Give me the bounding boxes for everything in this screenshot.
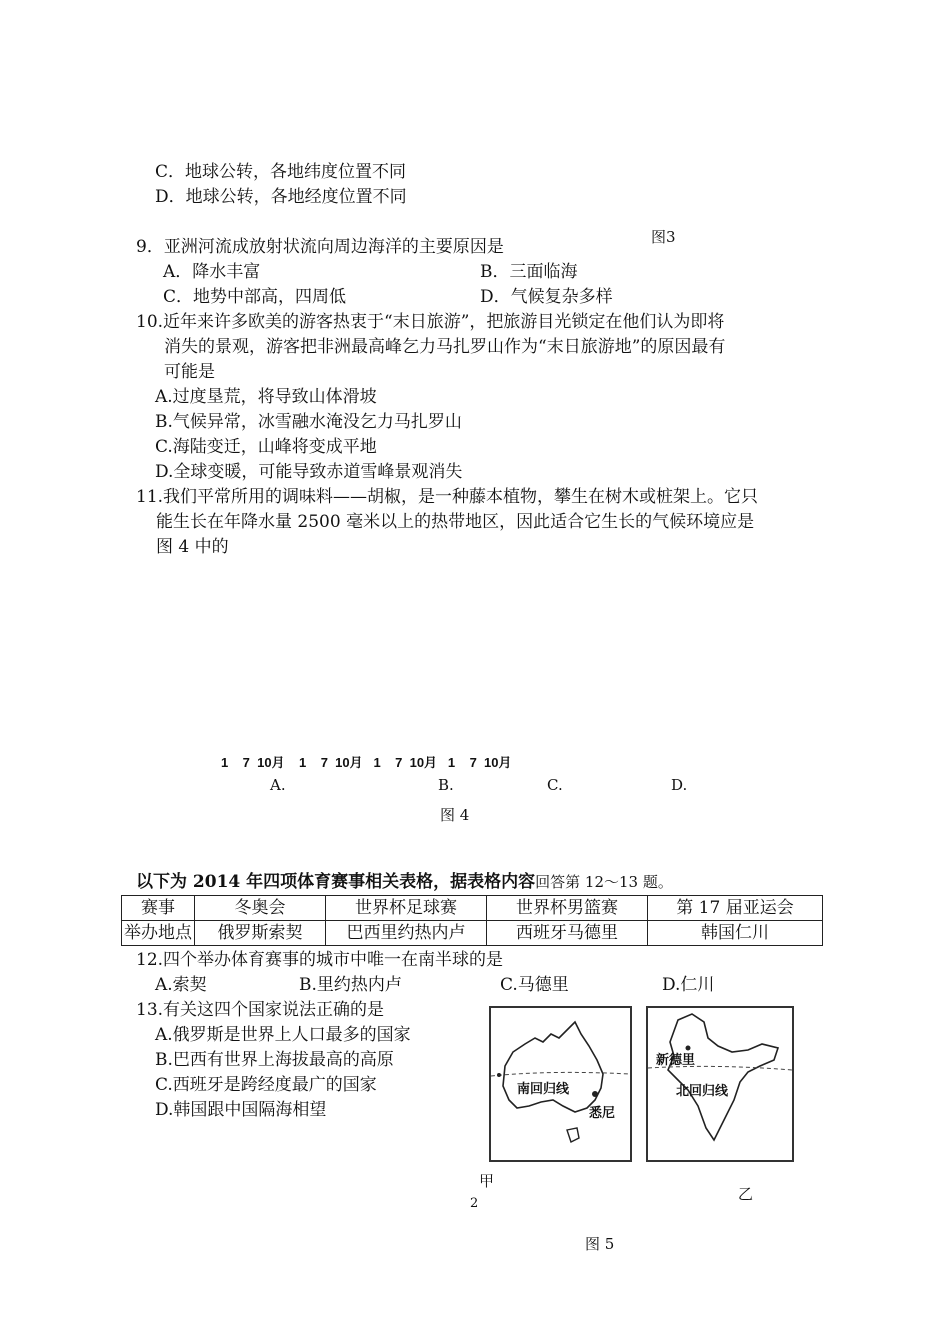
figure-5-caption: 图 5 — [585, 1235, 615, 1253]
map-a-tropic-label: 南回归线 — [517, 1082, 570, 1097]
table-cell: 巴西里约热内卢 — [326, 921, 487, 946]
figure-4-label-a: A. — [270, 776, 286, 794]
map-b-caption: 乙 — [738, 1185, 754, 1203]
q10-option-c: C.海陆变迁，山峰将变成平地 — [155, 437, 377, 457]
q10-stem-line3: 可能是 — [164, 362, 215, 382]
map-a-caption: 甲 — [479, 1172, 495, 1190]
q11-stem-line3: 图 4 中的 — [156, 537, 229, 557]
q12-stem: 12.四个举办体育赛事的城市中唯一在南半球的是 — [136, 950, 504, 970]
map-b-city-label: 新德里 — [656, 1053, 696, 1068]
q8-option-c: C．地球公转，各地纬度位置不同 — [155, 162, 407, 182]
table-cell: 韩国仁川 — [648, 921, 823, 946]
table-cell: 西班牙马德里 — [487, 921, 648, 946]
map-b-tropic-label: 北回归线 — [676, 1084, 729, 1099]
table-header-row — [122, 896, 823, 921]
figure-3-caption: 图3 — [651, 228, 676, 246]
q10-option-a: A.过度垦荒，将导致山体滑坡 — [155, 387, 377, 407]
table-cell: 赛事 — [122, 896, 195, 921]
table-intro-rest: 回答第 12～13 题。 — [535, 873, 673, 891]
table-intro-bold: 以下为 2014 年四项体育赛事相关表格，据表格内容 — [136, 872, 536, 892]
map-a-city-label: 悉尼 — [589, 1106, 616, 1121]
figure-4-label-c: C. — [547, 776, 563, 794]
q10-option-b: B.气候异常，冰雪融水淹没乞力马扎罗山 — [155, 412, 462, 432]
table-cell: 世界杯足球赛 — [326, 896, 487, 921]
q13-option-a: A.俄罗斯是世界上人口最多的国家 — [155, 1025, 411, 1045]
figure-4-label-b: B. — [438, 776, 454, 794]
table-cell: 举办地点 — [122, 921, 195, 946]
q10-stem-line2: 消失的景观，游客把非洲最高峰乞力马扎罗山作为“末日旅游地”的原因最有 — [164, 337, 726, 357]
q11-stem-line1: 11.我们平常所用的调味料——胡椒，是一种藤本植物，攀生在树木或桩架上。它只 — [136, 487, 759, 507]
q9-stem: 9．亚洲河流成放射状流向周边海洋的主要原因是 — [136, 237, 504, 257]
q9-option-d: D．气候复杂多样 — [480, 287, 613, 307]
table-cell: 俄罗斯索契 — [195, 921, 326, 946]
q13-stem: 13.有关这四个国家说法正确的是 — [136, 1000, 385, 1020]
q8-option-d: D．地球公转，各地经度位置不同 — [155, 187, 407, 207]
q9-option-a: A．降水丰富 — [163, 262, 261, 282]
q12-option-c: C.马德里 — [500, 975, 569, 995]
q10-stem-line1: 10.近年来许多欧美的游客热衷于“末日旅游”，把旅游目光锁定在他们认为即将 — [136, 312, 725, 332]
table-cell: 世界杯男篮赛 — [487, 896, 648, 921]
q12-option-b: B.里约热内卢 — [299, 975, 402, 995]
map-india — [646, 1006, 794, 1162]
table-intro — [136, 871, 673, 893]
figure-4-axis-labels: 1 7 10月 1 7 10月 1 7 10月 1 7 10月 — [221, 755, 512, 770]
table-row — [122, 921, 823, 946]
q9-option-b: B．三面临海 — [480, 262, 578, 282]
q13-option-b: B.巴西有世界上海拔最高的高原 — [155, 1050, 394, 1070]
table-cell: 冬奥会 — [195, 896, 326, 921]
q13-option-d: D.韩国跟中国隔海相望 — [155, 1100, 327, 1120]
figure-4-caption: 图 4 — [440, 806, 470, 824]
sports-events-table — [121, 895, 823, 946]
page-number: 2 — [470, 1196, 479, 1211]
q12-option-a: A.索契 — [155, 975, 207, 995]
map-australia — [489, 1006, 632, 1162]
q9-option-c: C．地势中部高，四周低 — [163, 287, 347, 307]
q11-stem-line2: 能生长在年降水量 2500 毫米以上的热带地区，因此适合它生长的气候环境应是 — [156, 512, 755, 532]
table-cell: 第 17 届亚运会 — [648, 896, 823, 921]
q12-option-d: D.仁川 — [662, 975, 715, 995]
figure-4-label-d: D. — [671, 776, 688, 794]
q10-option-d: D.全球变暖，可能导致赤道雪峰景观消失 — [155, 462, 463, 482]
q13-option-c: C.西班牙是跨经度最广的国家 — [155, 1075, 377, 1095]
